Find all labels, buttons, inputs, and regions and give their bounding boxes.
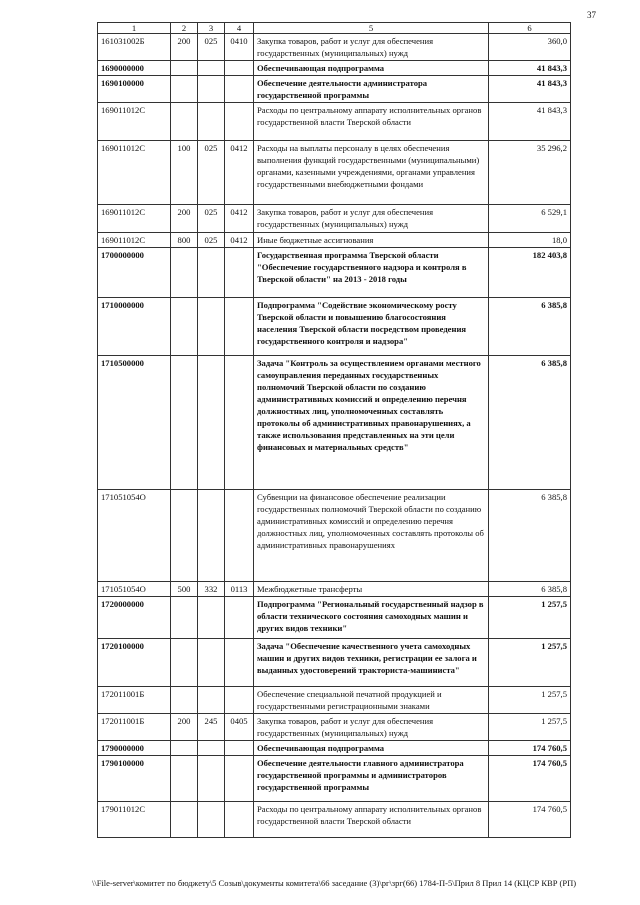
cell-col2: 200 (171, 34, 198, 61)
cell-amount: 6 529,1 (489, 205, 571, 233)
header-cell: 2 (171, 23, 198, 34)
cell-code: 1790100000 (98, 756, 171, 802)
cell-col3: 025 (198, 233, 225, 248)
cell-col4: 0412 (225, 233, 254, 248)
cell-col3 (198, 490, 225, 582)
cell-code: 1720100000 (98, 639, 171, 687)
cell-amount: 1 257,5 (489, 687, 571, 714)
table-header-row (98, 23, 571, 34)
cell-col3 (198, 61, 225, 76)
table-row (98, 356, 571, 490)
cell-name: Субвенции на финансовое обеспечение реализации государственных полномочий Тверской области по созданию административных комиссий и определению перечня должностных лиц, уполномоченных составлять протоколы об административных правонарушениях (254, 490, 489, 582)
cell-col4 (225, 756, 254, 802)
cell-col3 (198, 802, 225, 838)
cell-col3 (198, 298, 225, 356)
cell-col4 (225, 248, 254, 298)
cell-col2 (171, 639, 198, 687)
cell-col4 (225, 298, 254, 356)
table-row (98, 756, 571, 802)
header-cell: 3 (198, 23, 225, 34)
cell-col2 (171, 103, 198, 141)
table-row (98, 298, 571, 356)
budget-table (97, 22, 571, 838)
cell-col2 (171, 802, 198, 838)
cell-col4: 0412 (225, 141, 254, 205)
cell-name: Расходы на выплаты персоналу в целях обеспечения выполнения функций государственными (муниципальными) органами, казенными учреждениями, органами управления государственными внебюджетными фондами (254, 141, 489, 205)
cell-code: 1710500000 (98, 356, 171, 490)
cell-col2 (171, 61, 198, 76)
cell-amount: 41 843,3 (489, 61, 571, 76)
table-row (98, 103, 571, 141)
cell-col2 (171, 356, 198, 490)
cell-code: 169011012С (98, 141, 171, 205)
cell-code: 172011001Б (98, 687, 171, 714)
cell-col4 (225, 76, 254, 103)
cell-col2: 800 (171, 233, 198, 248)
footer-file-path: \\File-server\комитет по бюджету\5 Созыв\документы комитета\66 заседание (3)\рг\зрг(66) 1784-П-5\Прил 8 Прил 14 (КЦСР КВР (РП) (92, 878, 577, 888)
page-number: 37 (587, 10, 596, 20)
table-row (98, 490, 571, 582)
cell-name: Подпрограмма "Региональный государственный надзор в области технического состояния самоходных машин и других видов техники" (254, 597, 489, 639)
cell-col4 (225, 61, 254, 76)
cell-name: Обеспечивающая подпрограмма (254, 61, 489, 76)
cell-col2: 200 (171, 205, 198, 233)
cell-col4 (225, 741, 254, 756)
cell-col4: 0405 (225, 714, 254, 741)
cell-col4 (225, 687, 254, 714)
cell-col2 (171, 298, 198, 356)
table-row (98, 141, 571, 205)
cell-col2: 100 (171, 141, 198, 205)
cell-col4: 0412 (225, 205, 254, 233)
cell-amount: 174 760,5 (489, 802, 571, 838)
cell-col4 (225, 103, 254, 141)
cell-amount: 182 403,8 (489, 248, 571, 298)
table-row (98, 61, 571, 76)
cell-amount: 6 385,8 (489, 582, 571, 597)
cell-amount: 41 843,3 (489, 103, 571, 141)
cell-code: 169011012С (98, 233, 171, 248)
cell-col3: 025 (198, 34, 225, 61)
table-row (98, 741, 571, 756)
table-row (98, 205, 571, 233)
cell-col2: 500 (171, 582, 198, 597)
table-row (98, 233, 571, 248)
cell-col4: 0113 (225, 582, 254, 597)
cell-amount: 360,0 (489, 34, 571, 61)
table-row (98, 582, 571, 597)
cell-name: Обеспечивающая подпрограмма (254, 741, 489, 756)
cell-code: 1790000000 (98, 741, 171, 756)
table-row (98, 687, 571, 714)
cell-col3 (198, 356, 225, 490)
cell-col4: 0410 (225, 34, 254, 61)
cell-name: Обеспечение специальной печатной продукцией и государственными регистрационными знаками (254, 687, 489, 714)
cell-name: Подпрограмма "Содействие экономическому росту Тверской области и повышению благосостояния населения Тверской области посредством проведения государственного контроля и надзора" (254, 298, 489, 356)
cell-col3 (198, 76, 225, 103)
cell-amount: 6 385,8 (489, 356, 571, 490)
table-row (98, 714, 571, 741)
cell-name: Расходы по центральному аппарату исполнительных органов государственной власти Тверской области (254, 802, 489, 838)
cell-name: Задача "Контроль за осуществлением органами местного самоуправления переданных государственных полномочий Тверской области по созданию административных комиссий и определению перечня должностных лиц, уполномоченных составлять протоколы об административных правонарушениях, а также использования представленных на эти цели финансовых и материальных средств" (254, 356, 489, 490)
cell-name: Закупка товаров, работ и услуг для обеспечения государственных (муниципальных) нужд (254, 34, 489, 61)
cell-code: 1720000000 (98, 597, 171, 639)
cell-col2 (171, 741, 198, 756)
cell-col2 (171, 756, 198, 802)
cell-code: 169011012С (98, 103, 171, 141)
cell-col3 (198, 639, 225, 687)
cell-code: 172011001Б (98, 714, 171, 741)
cell-amount: 1 257,5 (489, 714, 571, 741)
cell-col2 (171, 76, 198, 103)
header-cell: 6 (489, 23, 571, 34)
cell-amount: 6 385,8 (489, 298, 571, 356)
cell-amount: 1 257,5 (489, 597, 571, 639)
cell-code: 171051054О (98, 582, 171, 597)
cell-col4 (225, 356, 254, 490)
cell-name: Задача "Обеспечение качественного учета самоходных машин и других видов техники, регистрации ее залога и выданных удостоверений тракториста-машиниста" (254, 639, 489, 687)
cell-name: Иные бюджетные ассигнования (254, 233, 489, 248)
cell-name: Межбюджетные трансферты (254, 582, 489, 597)
cell-code: 169011012С (98, 205, 171, 233)
table-row (98, 34, 571, 61)
table-row (98, 639, 571, 687)
table-row (98, 802, 571, 838)
cell-col3: 245 (198, 714, 225, 741)
cell-col4 (225, 490, 254, 582)
cell-col3: 025 (198, 141, 225, 205)
cell-amount: 6 385,8 (489, 490, 571, 582)
cell-name: Обеспечение деятельности администратора государственной программы (254, 76, 489, 103)
cell-amount: 1 257,5 (489, 639, 571, 687)
cell-col4 (225, 639, 254, 687)
table-row (98, 76, 571, 103)
cell-col3 (198, 103, 225, 141)
cell-col4 (225, 802, 254, 838)
table-row (98, 597, 571, 639)
cell-amount: 174 760,5 (489, 741, 571, 756)
cell-col2 (171, 687, 198, 714)
cell-amount: 18,0 (489, 233, 571, 248)
cell-code: 1710000000 (98, 298, 171, 356)
cell-name: Обеспечение деятельности главного администратора государственной программы и администраторов государственной программы (254, 756, 489, 802)
cell-code: 1700000000 (98, 248, 171, 298)
table-row (98, 248, 571, 298)
cell-code: 1690000000 (98, 61, 171, 76)
cell-col2 (171, 490, 198, 582)
cell-name: Закупка товаров, работ и услуг для обеспечения государственных (муниципальных) нужд (254, 205, 489, 233)
cell-col3: 332 (198, 582, 225, 597)
cell-col4 (225, 597, 254, 639)
cell-code: 179011012С (98, 802, 171, 838)
cell-col3 (198, 756, 225, 802)
cell-code: 171051054О (98, 490, 171, 582)
cell-name: Государственная программа Тверской области "Обеспечение государственного надзора и контроля в Тверской области" на 2013 - 2018 годы (254, 248, 489, 298)
cell-col2 (171, 597, 198, 639)
cell-col2 (171, 248, 198, 298)
cell-amount: 174 760,5 (489, 756, 571, 802)
header-cell: 1 (98, 23, 171, 34)
cell-col3 (198, 687, 225, 714)
cell-col3 (198, 248, 225, 298)
cell-code: 1690100000 (98, 76, 171, 103)
header-cell: 5 (254, 23, 489, 34)
cell-col3 (198, 597, 225, 639)
cell-col3: 025 (198, 205, 225, 233)
cell-name: Закупка товаров, работ и услуг для обеспечения государственных (муниципальных) нужд (254, 714, 489, 741)
cell-name: Расходы по центральному аппарату исполнительных органов государственной власти Тверской области (254, 103, 489, 141)
cell-col2: 200 (171, 714, 198, 741)
cell-col3 (198, 741, 225, 756)
header-cell: 4 (225, 23, 254, 34)
cell-amount: 41 843,3 (489, 76, 571, 103)
cell-amount: 35 296,2 (489, 141, 571, 205)
cell-code: 161031002Б (98, 34, 171, 61)
